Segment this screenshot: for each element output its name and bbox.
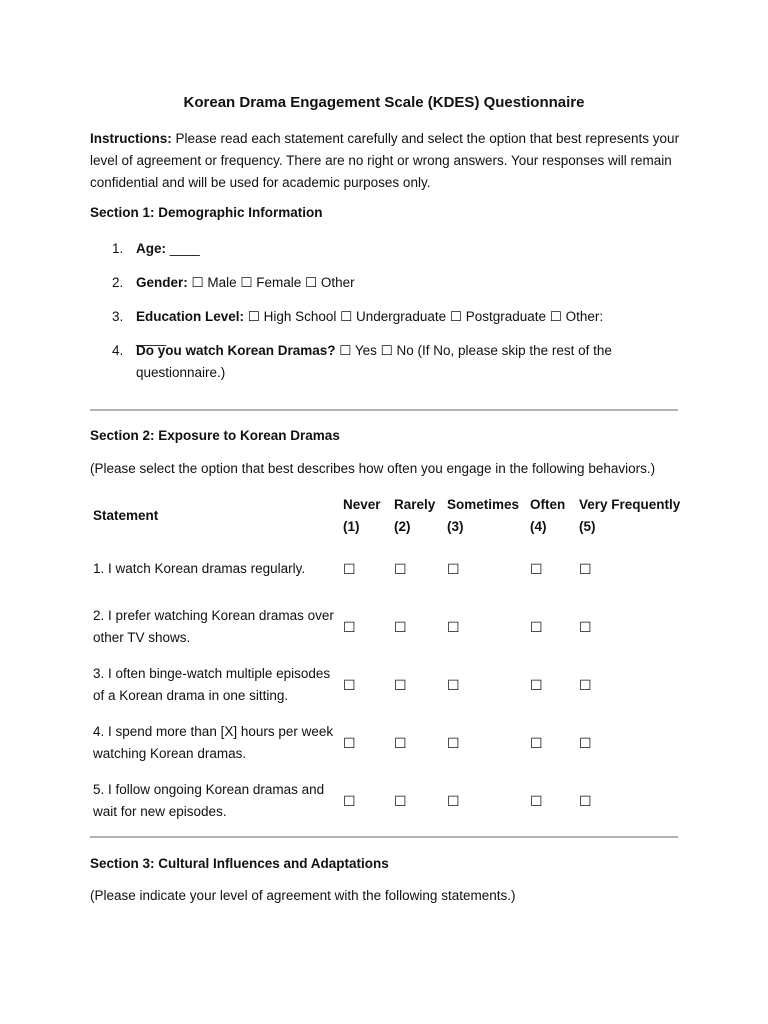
checkbox-rarely[interactable]: ☐ [394,734,407,751]
column-header-never: Never (1) [343,497,381,534]
column-header-very-frequently: Very Frequently (5) [579,497,681,534]
statement-text: 4. I spend more than [X] hours per week watching Korean dramas. [93,724,334,761]
statement-text: 5. I follow ongoing Korean dramas and wait for new episodes. [93,782,325,819]
instructions-label: Instructions: [90,131,172,146]
checkbox-often[interactable]: ☐ [530,560,543,577]
section-divider [90,409,678,411]
page-title: Korean Drama Engagement Scale (KDES) Questionnaire [183,94,585,111]
column-header-sometimes: Sometimes (3) [447,497,520,534]
table-row [90,540,690,598]
checkbox-often[interactable]: ☐ [530,734,543,751]
checkbox-sometimes[interactable]: ☐ [447,676,460,693]
checkbox-never[interactable]: ☐ [343,792,356,809]
question-answer[interactable]: ____ [166,241,200,256]
checkbox-rarely[interactable]: ☐ [394,618,407,635]
question-number: 3. [112,309,124,324]
question-label: Education Level: [136,309,245,324]
question-number: 4. [112,343,124,358]
question-label: Age: [136,241,166,256]
instructions-text: Please read each statement carefully and select the option that best represents your level of agreement or frequency. There are no right or wrong answers. Your responses will remain confidential and will be used for academic purposes only. [90,131,680,190]
column-header-statement: Statement [93,508,159,523]
section2-heading: Section 2: Exposure to Korean Dramas [90,428,340,443]
checkbox-often[interactable]: ☐ [530,676,543,693]
instructions-paragraph [90,128,690,194]
checkbox-rarely[interactable]: ☐ [394,560,407,577]
question-answer[interactable]: ☐ High School ☐ Undergraduate ☐ Postgraduate ☐ Other: ____ [136,309,604,346]
question-number: 2. [112,275,124,290]
question-answer[interactable]: ☐ Yes ☐ No (If No, please skip the rest of the questionnaire.) [136,343,612,380]
checkbox-very-frequently[interactable]: ☐ [579,734,592,751]
section2-subtext: (Please select the option that best describes how often you engage in the following behaviors.) [90,461,656,476]
question-label: Do you watch Korean Dramas? [136,343,336,358]
checkbox-very-frequently[interactable]: ☐ [579,676,592,693]
checkbox-rarely[interactable]: ☐ [394,676,407,693]
question-answer[interactable]: ☐ Male ☐ Female ☐ Other [187,275,355,290]
checkbox-never[interactable]: ☐ [343,618,356,635]
checkbox-sometimes[interactable]: ☐ [447,792,460,809]
checkbox-sometimes[interactable]: ☐ [447,560,460,577]
section1-heading: Section 1: Demographic Information [90,205,323,220]
statement-text: 1. I watch Korean dramas regularly. [93,561,306,576]
checkbox-never[interactable]: ☐ [343,676,356,693]
column-header-rarely: Rarely (2) [394,497,436,534]
checkbox-never[interactable]: ☐ [343,734,356,751]
checkbox-sometimes[interactable]: ☐ [447,734,460,751]
checkbox-sometimes[interactable]: ☐ [447,618,460,635]
section3-subtext: (Please indicate your level of agreement with the following statements.) [90,888,516,903]
question-label: Gender: [136,275,188,290]
checkbox-very-frequently[interactable]: ☐ [579,618,592,635]
table-header-row [90,492,690,540]
checkbox-often[interactable]: ☐ [530,618,543,635]
table-row [90,598,690,656]
statement-text: 2. I prefer watching Korean dramas over other TV shows. [93,608,334,645]
table-row [90,656,690,714]
statement-text: 3. I often binge-watch multiple episodes of a Korean drama in one sitting. [93,666,331,703]
column-header-often: Often (4) [530,497,566,534]
question-number: 1. [112,241,124,256]
checkbox-very-frequently[interactable]: ☐ [579,560,592,577]
section3-heading: Section 3: Cultural Influences and Adaptations [90,856,389,871]
checkbox-rarely[interactable]: ☐ [394,792,407,809]
checkbox-very-frequently[interactable]: ☐ [579,792,592,809]
section-divider [90,836,678,838]
checkbox-never[interactable]: ☐ [343,560,356,577]
frequency-scale-table [90,492,690,830]
table-row [90,772,690,830]
checkbox-often[interactable]: ☐ [530,792,543,809]
table-row [90,714,690,772]
